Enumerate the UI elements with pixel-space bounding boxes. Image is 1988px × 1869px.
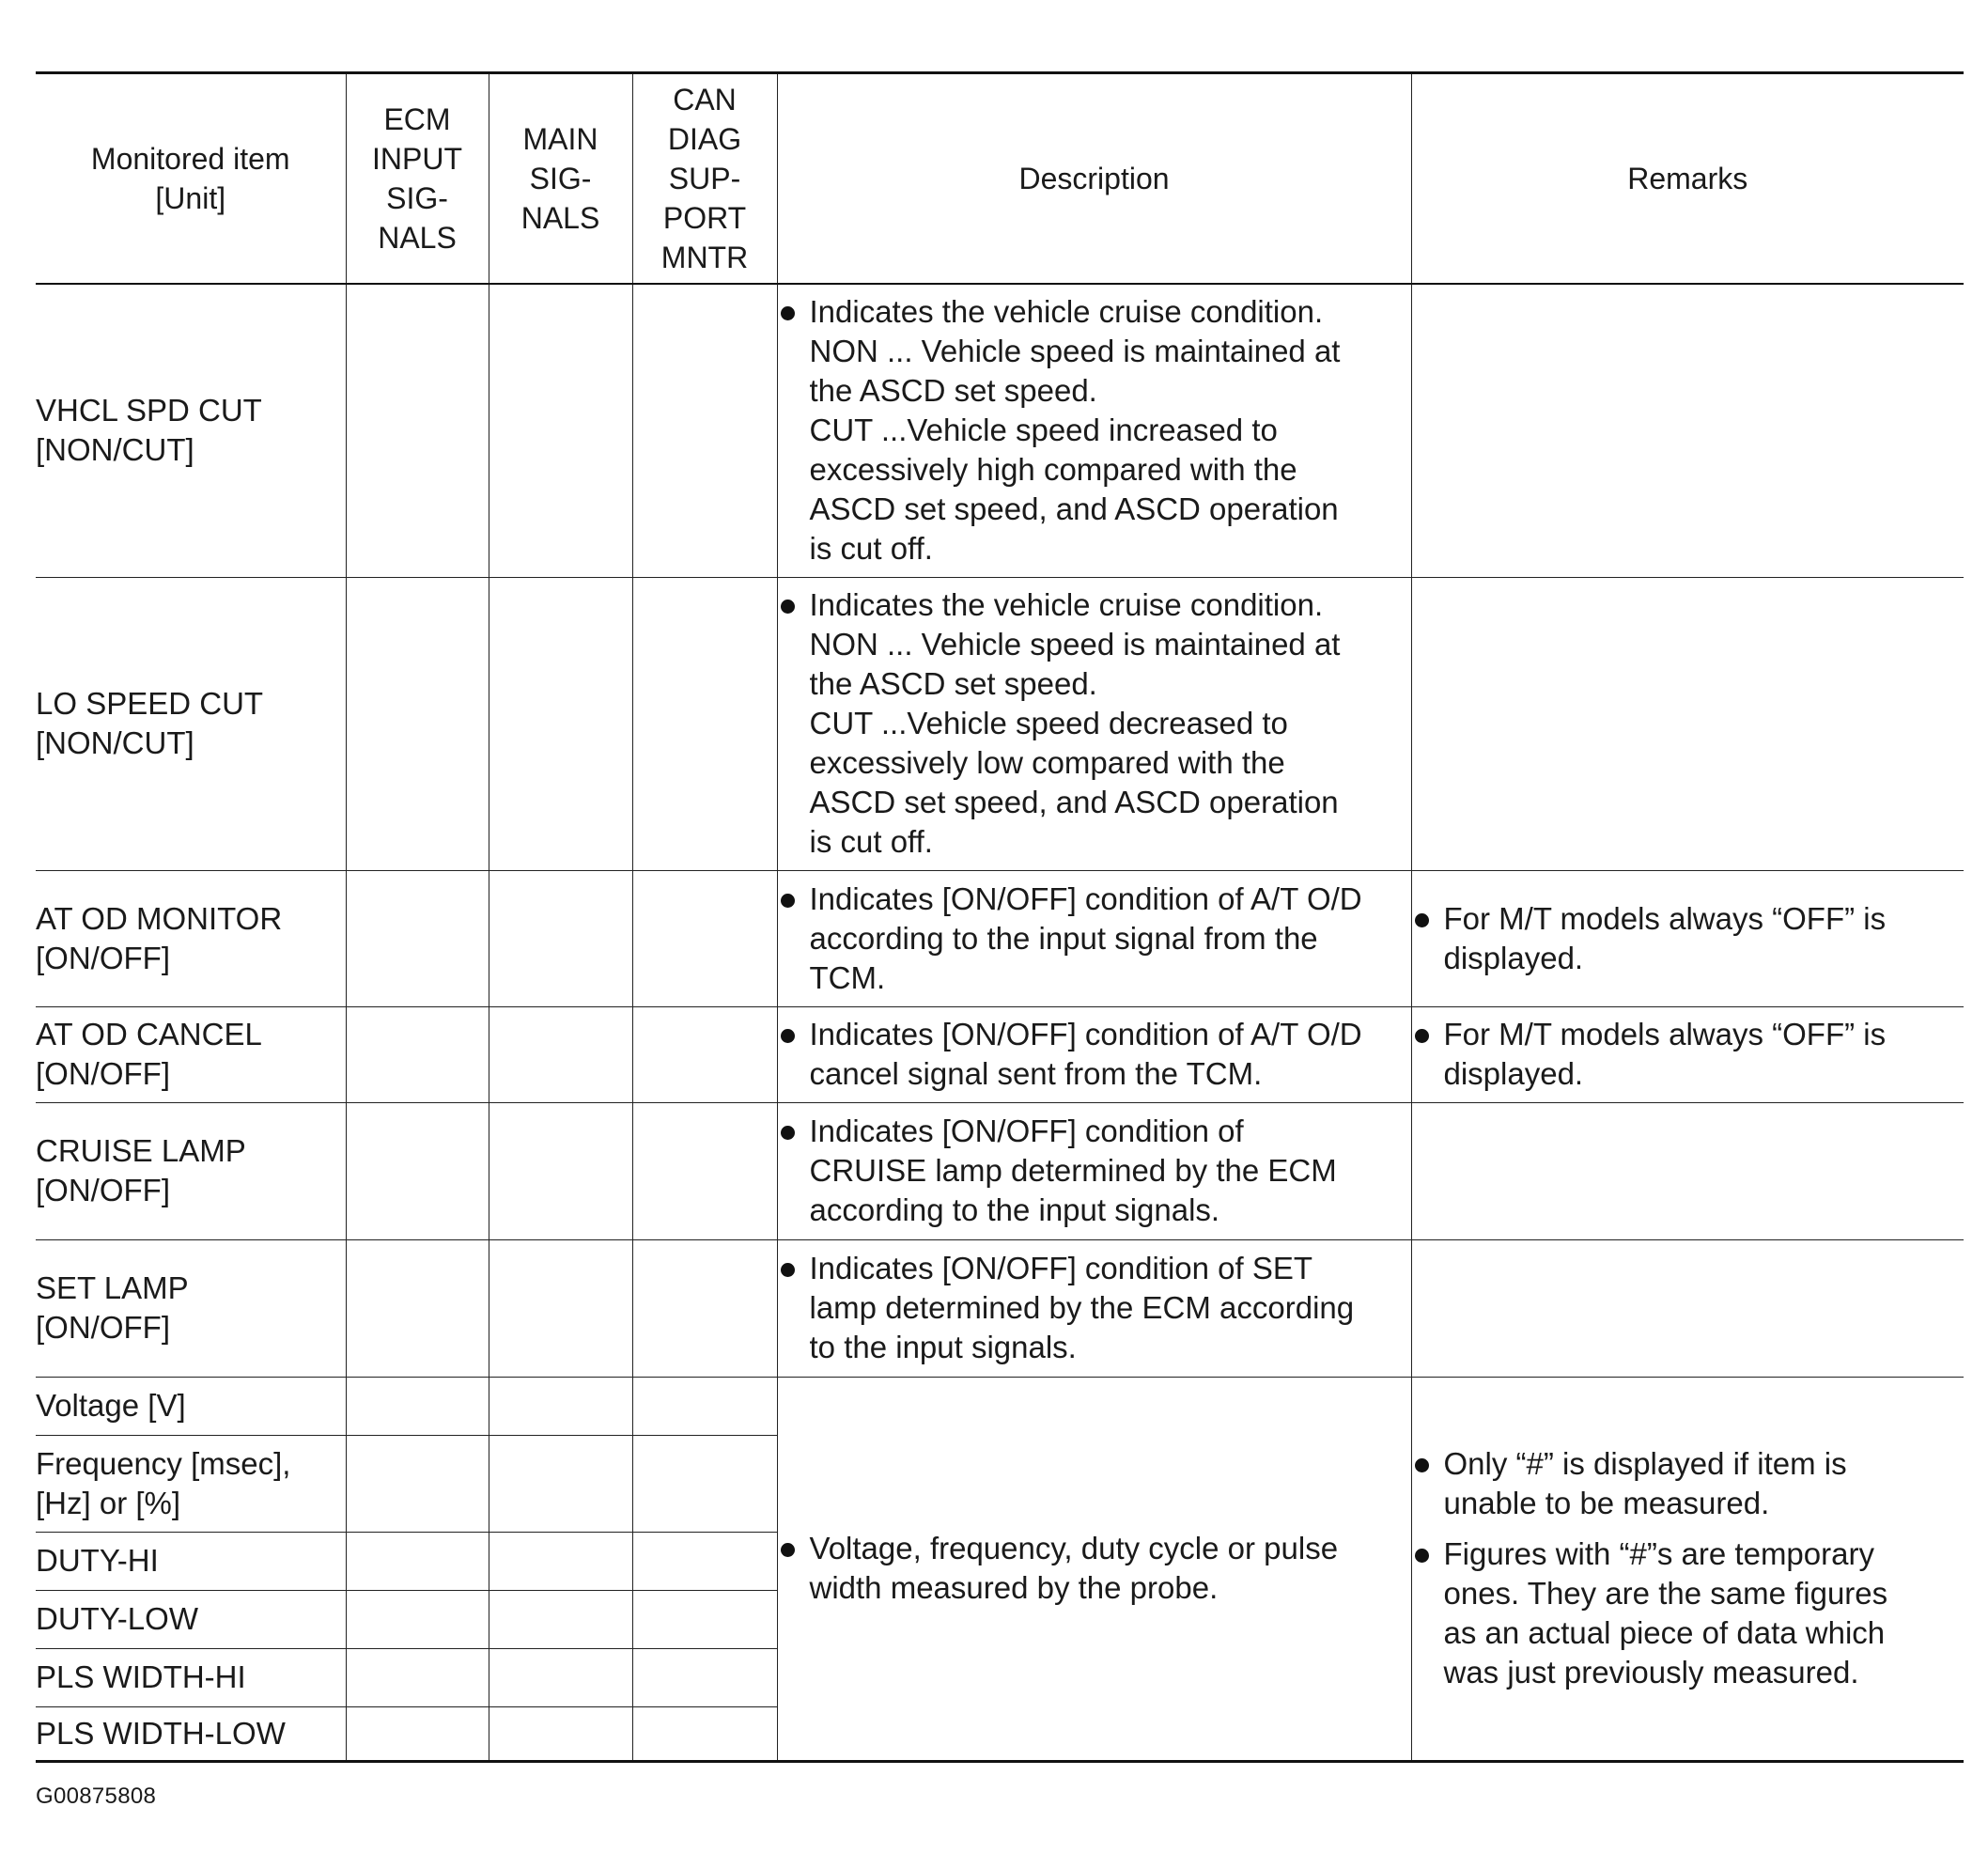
- text-line: [ON/OFF]: [36, 940, 170, 975]
- bullet-text-line: Indicates [ON/OFF] condition of SET: [809, 1251, 1313, 1285]
- bullet-text-line: displayed.: [1443, 1056, 1584, 1091]
- can-diag-cell: [632, 1706, 777, 1761]
- text-line: INPUT: [372, 142, 462, 176]
- bullet-text-line: ASCD set speed, and ASCD operation: [809, 785, 1339, 819]
- table-body: [36, 284, 1964, 1761]
- bullet-text-line: unable to be measured.: [1443, 1486, 1770, 1520]
- monitor-item-table: [36, 71, 1964, 1763]
- text-line: AT OD MONITOR: [36, 900, 283, 936]
- text-line: SET LAMP: [36, 1270, 189, 1305]
- monitored-item-cell: [36, 284, 346, 577]
- bullet-text-line: For M/T models always “OFF” is: [1443, 900, 1887, 936]
- text-line: ECM: [383, 102, 451, 136]
- main-signals-cell: [489, 1239, 632, 1377]
- bullet-text-line: width measured by the probe.: [809, 1570, 1219, 1605]
- text-line: NALS: [520, 201, 600, 235]
- bullet-text-line: Figures with “#”s are temporary: [1443, 1536, 1874, 1571]
- text-line: SIG-: [529, 162, 592, 195]
- text-line: PLS WIDTH-HI: [36, 1659, 246, 1694]
- header-monitored-item: [36, 73, 346, 285]
- main-signals-cell: [489, 1706, 632, 1761]
- text-line: CRUISE LAMP: [36, 1133, 246, 1168]
- text-line: DUTY-HI: [36, 1543, 159, 1578]
- can-diag-cell: [632, 1377, 777, 1435]
- bullet-item: [1412, 1534, 1965, 1692]
- ecm-input-cell: [346, 1590, 489, 1648]
- main-signals-cell: [489, 870, 632, 1006]
- main-signals-cell: [489, 284, 632, 577]
- table-row: [36, 284, 1964, 577]
- text-line: [ON/OFF]: [36, 1310, 170, 1345]
- figure-id: G00875808: [36, 1783, 157, 1809]
- bullet-item: [778, 292, 1411, 568]
- bullet-text-line: ones. They are the same figures: [1443, 1576, 1888, 1611]
- bullet-text-line: the ASCD set speed.: [809, 666, 1097, 701]
- bullet-text-line: Indicates [ON/OFF] condition of A/T O/D: [809, 880, 1362, 916]
- main-signals-cell: [489, 1590, 632, 1648]
- text-line: Voltage [V]: [36, 1388, 186, 1423]
- text-line: [Unit]: [155, 181, 226, 215]
- text-line: NALS: [378, 221, 457, 255]
- ecm-input-cell: [346, 1532, 489, 1590]
- bullet-text-line: For M/T models always “OFF” is: [1443, 1017, 1887, 1051]
- bullet-item: [778, 1249, 1411, 1367]
- table-row: [36, 577, 1964, 870]
- description-cell: [777, 284, 1411, 577]
- bullet-text-line: is cut off.: [809, 824, 933, 859]
- monitored-item-cell: [36, 577, 346, 870]
- header-ecm-input-signals: [346, 73, 489, 285]
- ecm-input-cell: [346, 870, 489, 1006]
- text-line: MNTR: [660, 241, 749, 274]
- description-cell: [777, 870, 1411, 1006]
- ecm-input-cell: [346, 1102, 489, 1239]
- can-diag-cell: [632, 1435, 777, 1532]
- text-line: PORT: [662, 201, 747, 235]
- header-row: [36, 73, 1964, 285]
- text-line: DIAG: [667, 122, 742, 156]
- monitored-item-cell: [36, 1239, 346, 1377]
- bullet-text-line: to the input signals.: [809, 1330, 1077, 1364]
- monitored-item-cell: [36, 1590, 346, 1648]
- bullet-item: [778, 1112, 1411, 1230]
- text-line: MAIN: [522, 122, 598, 156]
- text-line: VHCL SPD CUT: [36, 393, 262, 428]
- header-main-signals: [489, 73, 632, 285]
- text-line: [NON/CUT]: [36, 432, 194, 468]
- bullet-text-line: CUT ...Vehicle speed decreased to: [809, 706, 1288, 740]
- can-diag-cell: [632, 870, 777, 1006]
- bullet-text-line: excessively high compared with the: [809, 452, 1297, 488]
- bullet-text-line: according to the input signals.: [809, 1192, 1220, 1227]
- main-signals-cell: [489, 1435, 632, 1532]
- bullet-text-line: according to the input signal from the: [809, 920, 1318, 956]
- ecm-input-cell: [346, 1239, 489, 1377]
- monitored-item-cell: [36, 1648, 346, 1706]
- bullet-text-line: Only “#” is displayed if item is: [1443, 1446, 1847, 1481]
- monitored-item-cell: [36, 1102, 346, 1239]
- text-line: DUTY-LOW: [36, 1601, 198, 1636]
- text-line: CAN: [673, 83, 737, 117]
- bullet-text-line: Indicates [ON/OFF] condition of A/T O/D: [809, 1017, 1362, 1051]
- description-cell: [777, 1239, 1411, 1377]
- header-remarks: Remarks: [1411, 73, 1964, 285]
- document: [36, 71, 1964, 1763]
- text-line: [NON/CUT]: [36, 725, 194, 760]
- monitored-item-cell: [36, 1006, 346, 1102]
- text-line: AT OD CANCEL: [36, 1017, 262, 1051]
- text-line: [ON/OFF]: [36, 1056, 170, 1091]
- text-line: Frequency [msec],: [36, 1445, 291, 1481]
- bullet-text-line: Indicates [ON/OFF] condition of: [809, 1114, 1244, 1148]
- remarks-cell: [1411, 870, 1964, 1006]
- bullet-text-line: was just previously measured.: [1443, 1655, 1859, 1690]
- can-diag-cell: [632, 1648, 777, 1706]
- probe-description-cell: [777, 1377, 1411, 1761]
- ecm-input-cell: [346, 1706, 489, 1761]
- text-line: [Hz] or [%]: [36, 1485, 181, 1520]
- can-diag-cell: [632, 1590, 777, 1648]
- bullet-text-line: Indicates the vehicle cruise condition.: [809, 294, 1324, 330]
- ecm-input-cell: [346, 577, 489, 870]
- text-line: PLS WIDTH-LOW: [36, 1715, 286, 1751]
- bullet-item: [1412, 899, 1965, 978]
- ecm-input-cell: [346, 1377, 489, 1435]
- probe-remarks-cell: [1411, 1377, 1964, 1761]
- bullet-text-line: the ASCD set speed.: [809, 373, 1097, 409]
- bullet-text-line: as an actual piece of data which: [1443, 1615, 1886, 1650]
- bullet-text-line: Voltage, frequency, duty cycle or pulse: [809, 1531, 1339, 1565]
- remarks-cell: [1411, 284, 1964, 577]
- description-cell: [777, 1102, 1411, 1239]
- table-row: [36, 1102, 1964, 1239]
- monitored-item-cell: [36, 1706, 346, 1761]
- main-signals-cell: [489, 577, 632, 870]
- bullet-item: [1412, 1015, 1965, 1094]
- table-row: [36, 1239, 1964, 1377]
- bullet-text-line: CRUISE lamp determined by the ECM: [809, 1153, 1337, 1188]
- bullet-text-line: Indicates the vehicle cruise condition.: [809, 587, 1324, 622]
- monitored-item-cell: [36, 870, 346, 1006]
- description-cell: [777, 577, 1411, 870]
- monitored-item-cell: [36, 1532, 346, 1590]
- table-row: [36, 870, 1964, 1006]
- header-can-diag-support-mntr: [632, 73, 777, 285]
- ecm-input-cell: [346, 1435, 489, 1532]
- bullet-text-line: is cut off.: [809, 531, 933, 567]
- bullet-item: [778, 880, 1411, 998]
- bullet-item: [778, 1529, 1411, 1608]
- can-diag-cell: [632, 577, 777, 870]
- bullet-text-line: lamp determined by the ECM according: [809, 1290, 1355, 1325]
- main-signals-cell: [489, 1102, 632, 1239]
- bullet-item: [778, 585, 1411, 862]
- remarks-cell: [1411, 1006, 1964, 1102]
- table-row: [36, 1377, 1964, 1435]
- description-cell: [777, 1006, 1411, 1102]
- ecm-input-cell: [346, 1648, 489, 1706]
- bullet-item: [778, 1015, 1411, 1094]
- text-line: SUP-: [668, 162, 741, 195]
- remarks-cell: [1411, 1239, 1964, 1377]
- bullet-text-line: excessively low compared with the: [809, 745, 1285, 780]
- monitored-item-cell: [36, 1435, 346, 1532]
- can-diag-cell: [632, 1102, 777, 1239]
- ecm-input-cell: [346, 284, 489, 577]
- bullet-text-line: displayed.: [1443, 940, 1584, 975]
- remarks-cell: [1411, 1102, 1964, 1239]
- monitored-item-cell: [36, 1377, 346, 1435]
- main-signals-cell: [489, 1377, 632, 1435]
- header-description: Description: [777, 73, 1411, 285]
- bullet-text-line: ASCD set speed, and ASCD operation: [809, 491, 1339, 527]
- can-diag-cell: [632, 1006, 777, 1102]
- table-row: [36, 1006, 1964, 1102]
- main-signals-cell: [489, 1006, 632, 1102]
- can-diag-cell: [632, 284, 777, 577]
- bullet-text-line: CUT ...Vehicle speed increased to: [809, 413, 1278, 448]
- bullet-text-line: TCM.: [809, 959, 886, 995]
- bullet-text-line: cancel signal sent from the TCM.: [809, 1056, 1263, 1091]
- text-line: SIG-: [386, 181, 448, 215]
- bullet-item: [1412, 1444, 1965, 1523]
- text-line: Monitored item: [90, 142, 290, 176]
- text-line: [ON/OFF]: [36, 1173, 170, 1207]
- bullet-text-line: NON ... Vehicle speed is maintained at: [809, 627, 1341, 662]
- remarks-cell: [1411, 577, 1964, 870]
- main-signals-cell: [489, 1532, 632, 1590]
- can-diag-cell: [632, 1239, 777, 1377]
- can-diag-cell: [632, 1532, 777, 1590]
- text-line: LO SPEED CUT: [36, 686, 264, 721]
- main-signals-cell: [489, 1648, 632, 1706]
- bullet-text-line: NON ... Vehicle speed is maintained at: [809, 334, 1341, 369]
- ecm-input-cell: [346, 1006, 489, 1102]
